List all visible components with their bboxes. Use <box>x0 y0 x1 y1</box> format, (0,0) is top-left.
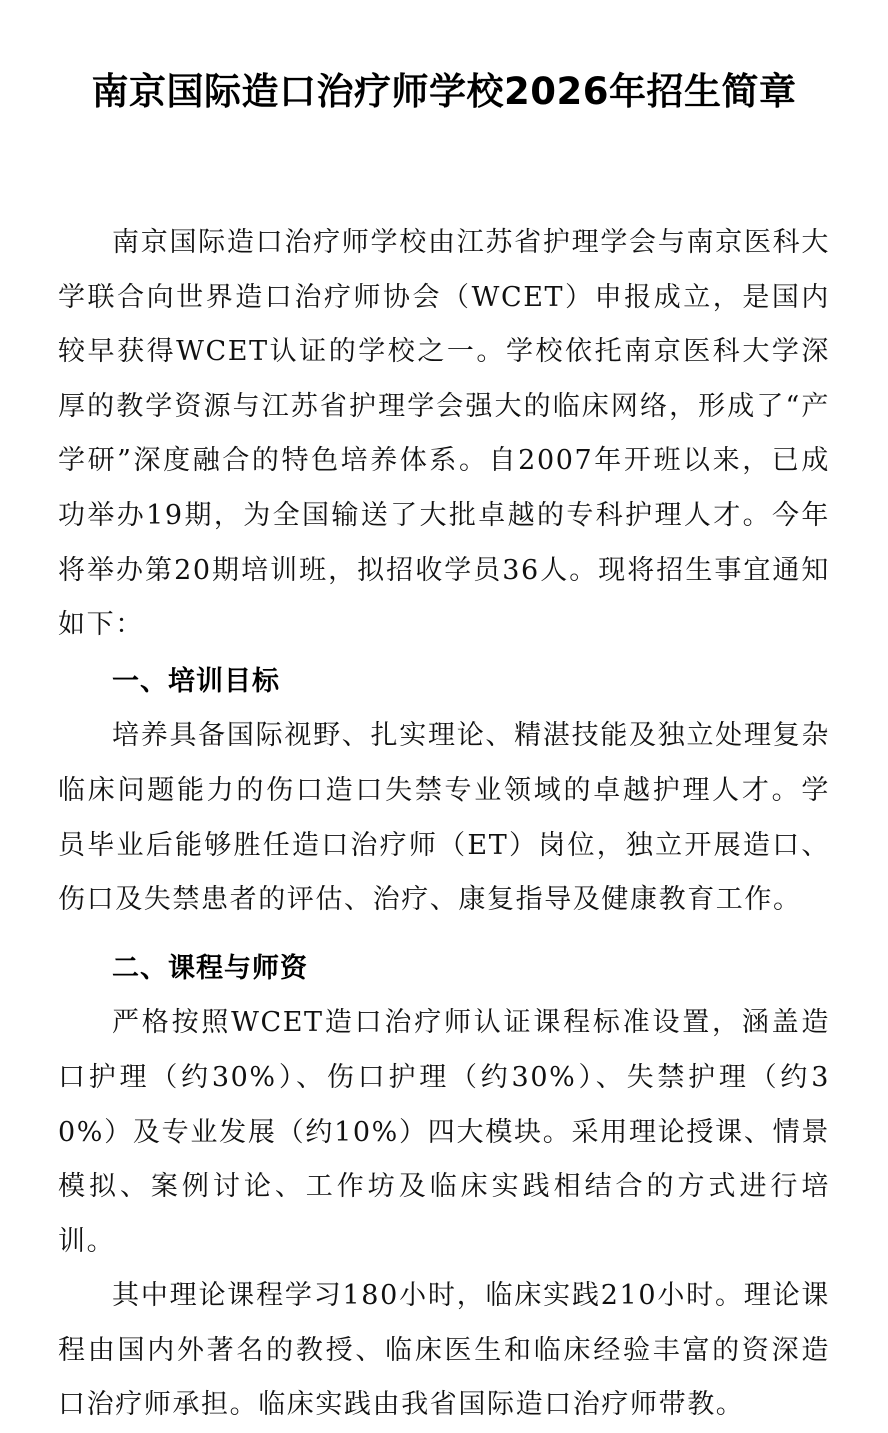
document-title: 南京国际造口治疗师学校2026年招生简章 <box>91 70 797 113</box>
training-goal-paragraph: 培养具备国际视野、扎实理论、精湛技能及独立处理复杂临床问题能力的伤口造口失禁专业领域的卓越护理人才。学员毕业后能够胜任造口治疗师（ET）岗位，独立开展造口、伤口及失禁患者的评估、治疗、康复指导及健康教育工作。 <box>58 720 830 916</box>
curriculum-paragraph: 严格按照WCET造口治疗师认证课程标准设置，涵盖造口护理（约30%）、伤口护理（约30%）、失禁护理（约30%）及专业发展（约10%）四大模块。采用理论授课、情景模拟、案例讨论、工作坊及临床实践相结合的方式进行培训。 <box>58 1007 830 1257</box>
faculty-paragraph: 其中理论课程学习180小时，临床实践210小时。理论课程由国内外著名的教授、临床医生和临床经验丰富的资深造口治疗师承担。临床实践由我省国际造口治疗师带教。 <box>58 1280 830 1421</box>
section-heading-training-goal: 一、培训目标 <box>112 665 280 697</box>
intro-paragraph: 南京国际造口治疗师学校由江苏省护理学会与南京医科大学联合向世界造口治疗师协会（WCET）申报成立，是国内较早获得WCET认证的学校之一。学校依托南京医科大学深厚的教学资源与江苏省护理学会强大的临床网络，形成了“产学研”深度融合的特色培养体系。自2007年开班以来，已成功举办19期，为全国输送了大批卓越的专科护理人才。今年将举办第20期培训班，拟招收学员36人。现将招生事宜通知如下： <box>58 227 830 641</box>
title-spacer <box>58 126 830 216</box>
section-gap <box>58 928 830 942</box>
section-heading-curriculum: 二、课程与师资 <box>112 952 308 984</box>
